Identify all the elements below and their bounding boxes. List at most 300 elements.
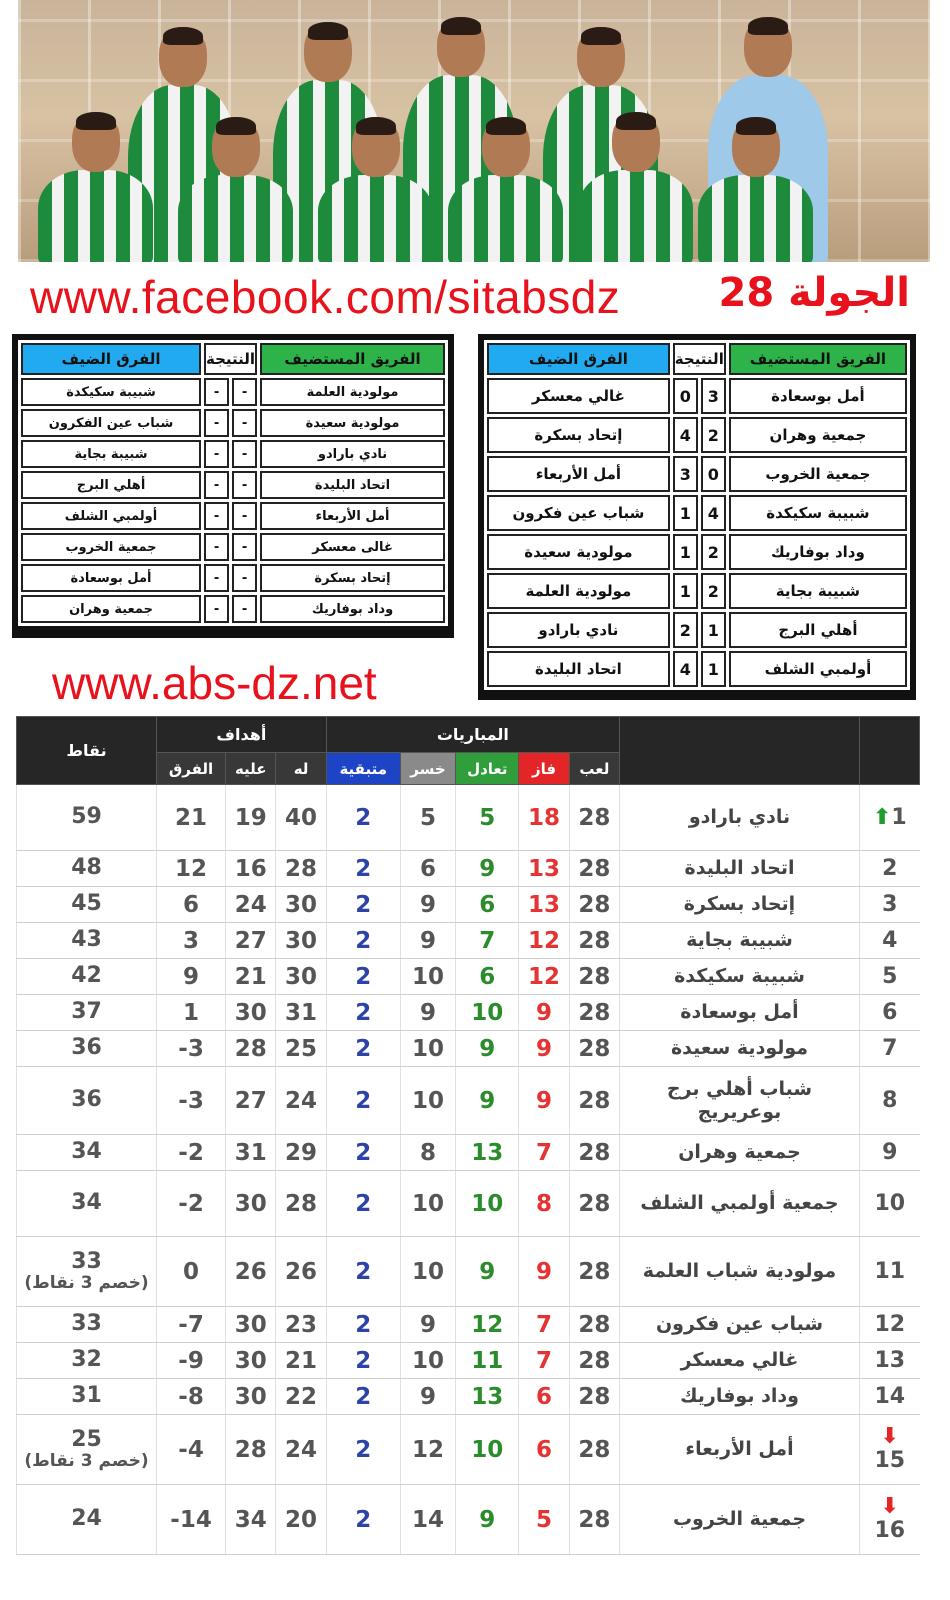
goals-against-cell: 19 — [226, 785, 276, 851]
played-cell: 28 — [569, 1031, 619, 1067]
draw-cell: 10 — [456, 995, 519, 1031]
goals-for-cell: 40 — [276, 785, 326, 851]
standings-row — [17, 1343, 920, 1379]
goals-against-cell: 31 — [226, 1135, 276, 1171]
draw-cell: 9 — [456, 1067, 519, 1135]
lost-cell: 10 — [400, 1237, 455, 1307]
goal-diff-cell: 1 — [157, 995, 226, 1031]
home-score: 2 — [701, 573, 726, 609]
goals-against-cell: 28 — [226, 1031, 276, 1067]
away-team: جمعية وهران — [21, 595, 201, 623]
home-score: - — [232, 409, 257, 437]
standings-row — [17, 1237, 920, 1307]
down-arrow-icon: ⬇ — [880, 1494, 899, 1519]
goals-for-cell: 21 — [276, 1343, 326, 1379]
points-value: 48 — [71, 855, 102, 881]
points-deduction-note: (خصم 3 نقاط) — [24, 1273, 149, 1294]
team-name: وداد بوفاريك — [620, 1379, 860, 1415]
rank-number: 14 — [874, 1384, 906, 1409]
fixture-row — [21, 595, 445, 623]
fixture-row — [487, 612, 907, 648]
standings-row — [17, 959, 920, 995]
points-cell — [17, 1343, 157, 1379]
team-name: شباب أهلي برج بوعريريج — [620, 1067, 860, 1135]
away-team: مولودية العلمة — [487, 573, 670, 609]
away-team: شباب عين فكرون — [487, 495, 670, 531]
points-cell — [17, 1171, 157, 1237]
lost-cell: 10 — [400, 1031, 455, 1067]
lost-header: خسر — [400, 753, 455, 785]
points-cell — [17, 1379, 157, 1415]
home-team: غالى معسكر — [260, 533, 445, 561]
goal-diff-header: الفرق — [157, 753, 226, 785]
home-team: شبيبة سكيكدة — [729, 495, 907, 531]
standings-row — [17, 1415, 920, 1485]
team-name: جمعية أولمبي الشلف — [620, 1171, 860, 1237]
goals-for-cell: 25 — [276, 1031, 326, 1067]
away-team: شبيبة سكيكدة — [21, 378, 201, 406]
rank-number: 1 — [891, 805, 907, 830]
away-team: أمل بوسعادة — [21, 564, 201, 592]
remaining-cell: 2 — [326, 887, 400, 923]
away-score: 1 — [673, 495, 698, 531]
rank-cell — [860, 1343, 920, 1379]
rank-cell — [860, 1067, 920, 1135]
won-cell: 12 — [519, 923, 569, 959]
away-score: 4 — [673, 417, 698, 453]
goals-against-cell: 30 — [226, 1307, 276, 1343]
fixture-row — [487, 417, 907, 453]
goal-diff-cell: 9- — [157, 1343, 226, 1379]
rank-cell — [860, 1485, 920, 1555]
goals-for-cell: 24 — [276, 1415, 326, 1485]
won-cell: 7 — [519, 1135, 569, 1171]
home-score: 0 — [701, 456, 726, 492]
points-header: نقاط — [17, 717, 157, 785]
goals-against-cell: 27 — [226, 923, 276, 959]
team-name: شبيبة بجاية — [620, 923, 860, 959]
team-photo — [18, 0, 930, 262]
standings-row — [17, 1067, 920, 1135]
remaining-cell: 2 — [326, 1343, 400, 1379]
upcoming-fixtures-panel — [12, 334, 454, 638]
away-score: 1 — [673, 534, 698, 570]
rank-number: 7 — [882, 1036, 898, 1061]
played-cell: 28 — [569, 923, 619, 959]
away-team: شباب عين الفكرون — [21, 409, 201, 437]
goal-diff-cell: 14- — [157, 1485, 226, 1555]
goals-group-header: أهداف — [157, 717, 327, 753]
rank-number: 11 — [874, 1259, 906, 1284]
fixture-row — [21, 533, 445, 561]
away-team: أمل الأربعاء — [487, 456, 670, 492]
remaining-header: متبقية — [326, 753, 400, 785]
result-header: النتيجة — [673, 343, 726, 375]
rank-number: 8 — [882, 1088, 898, 1113]
won-cell: 5 — [519, 1485, 569, 1555]
team-name: إتحاد بسكرة — [620, 887, 860, 923]
goal-diff-cell: 21 — [157, 785, 226, 851]
away-score: - — [204, 471, 229, 499]
rank-cell — [860, 1237, 920, 1307]
away-score: - — [204, 533, 229, 561]
home-team: أمل بوسعادة — [729, 378, 907, 414]
played-cell: 28 — [569, 1135, 619, 1171]
home-score: 1 — [701, 612, 726, 648]
remaining-cell: 2 — [326, 1031, 400, 1067]
goals-for-header: له — [276, 753, 326, 785]
home-team: مولودية العلمة — [260, 378, 445, 406]
draw-cell: 6 — [456, 887, 519, 923]
goal-diff-cell: 3 — [157, 923, 226, 959]
remaining-cell: 2 — [326, 851, 400, 887]
won-cell: 18 — [519, 785, 569, 851]
won-cell: 13 — [519, 851, 569, 887]
rank-number: 9 — [882, 1140, 898, 1165]
won-cell: 7 — [519, 1307, 569, 1343]
home-score: - — [232, 533, 257, 561]
away-score: - — [204, 409, 229, 437]
away-score: 4 — [673, 651, 698, 687]
goals-against-cell: 28 — [226, 1415, 276, 1485]
points-value: 34 — [71, 1190, 102, 1216]
home-team: جمعية الخروب — [729, 456, 907, 492]
home-score: 1 — [701, 651, 726, 687]
lost-cell: 9 — [400, 1379, 455, 1415]
facebook-url[interactable]: www.facebook.com/sitabsdz — [30, 271, 621, 323]
lost-cell: 14 — [400, 1485, 455, 1555]
fixture-row — [487, 495, 907, 531]
result-header: النتيجة — [204, 343, 257, 375]
draw-cell: 10 — [456, 1415, 519, 1485]
team-name: شبيبة سكيكدة — [620, 959, 860, 995]
home-score: - — [232, 440, 257, 468]
fixture-row — [487, 573, 907, 609]
points-cell — [17, 851, 157, 887]
rank-cell — [860, 1307, 920, 1343]
points-value: 25 — [71, 1427, 102, 1453]
played-cell: 28 — [569, 1379, 619, 1415]
points-cell — [17, 1307, 157, 1343]
standings-row — [17, 1135, 920, 1171]
standings-row — [17, 1379, 920, 1415]
goals-for-cell: 24 — [276, 1067, 326, 1135]
played-cell: 28 — [569, 1415, 619, 1485]
goals-for-cell: 28 — [276, 1171, 326, 1237]
goals-for-cell: 22 — [276, 1379, 326, 1415]
won-cell: 8 — [519, 1171, 569, 1237]
standings-row — [17, 1031, 920, 1067]
rank-number: 4 — [882, 928, 898, 953]
goals-for-cell: 30 — [276, 887, 326, 923]
down-arrow-icon: ⬇ — [880, 1424, 899, 1449]
goals-against-cell: 21 — [226, 959, 276, 995]
player-figure — [698, 175, 813, 262]
goals-against-cell: 16 — [226, 851, 276, 887]
goal-diff-cell: 3- — [157, 1031, 226, 1067]
away-score: - — [204, 440, 229, 468]
remaining-cell: 2 — [326, 785, 400, 851]
fixture-row — [487, 456, 907, 492]
draw-cell: 13 — [456, 1135, 519, 1171]
points-cell — [17, 1237, 157, 1307]
goals-against-cell: 30 — [226, 1379, 276, 1415]
goals-against-cell: 26 — [226, 1237, 276, 1307]
home-score: 2 — [701, 534, 726, 570]
home-team: شبيبة بجاية — [729, 573, 907, 609]
played-header: لعب — [569, 753, 619, 785]
rank-number: 6 — [882, 1000, 898, 1025]
player-figure — [178, 175, 293, 262]
round-label: الجولة 28 — [718, 270, 910, 316]
points-value: 36 — [71, 1087, 102, 1113]
home-team-header: الفريق المستضيف — [260, 343, 445, 375]
goal-diff-cell: 2- — [157, 1135, 226, 1171]
goals-against-cell: 24 — [226, 887, 276, 923]
goals-against-cell: 30 — [226, 995, 276, 1031]
home-team: أولمبي الشلف — [729, 651, 907, 687]
away-team: شبيبة بجاية — [21, 440, 201, 468]
points-value: 36 — [71, 1035, 102, 1061]
matches-group-header: المباريات — [326, 717, 619, 753]
remaining-cell: 2 — [326, 1415, 400, 1485]
goals-for-cell: 30 — [276, 959, 326, 995]
fixture-row — [21, 502, 445, 530]
lost-cell: 9 — [400, 887, 455, 923]
rank-cell — [860, 923, 920, 959]
standings-row — [17, 995, 920, 1031]
points-value: 34 — [71, 1139, 102, 1165]
points-value: 24 — [71, 1506, 102, 1532]
away-team: جمعية الخروب — [21, 533, 201, 561]
remaining-cell: 2 — [326, 1307, 400, 1343]
away-score: - — [204, 378, 229, 406]
draw-cell: 9 — [456, 1031, 519, 1067]
goal-diff-cell: 12 — [157, 851, 226, 887]
goal-diff-cell: 3- — [157, 1067, 226, 1135]
away-team: أهلي البرج — [21, 471, 201, 499]
points-cell — [17, 887, 157, 923]
rank-cell — [860, 851, 920, 887]
played-cell: 28 — [569, 785, 619, 851]
draw-cell: 9 — [456, 1237, 519, 1307]
standings-row — [17, 851, 920, 887]
player-figure — [38, 170, 153, 262]
draw-cell: 7 — [456, 923, 519, 959]
won-cell: 12 — [519, 959, 569, 995]
goals-against-cell: 30 — [226, 1343, 276, 1379]
goals-against-header: عليه — [226, 753, 276, 785]
draw-cell: 13 — [456, 1379, 519, 1415]
remaining-cell: 2 — [326, 1237, 400, 1307]
goal-diff-cell: 4- — [157, 1415, 226, 1485]
draw-cell: 6 — [456, 959, 519, 995]
site-url[interactable]: www.abs-dz.net — [52, 657, 377, 709]
home-team: أمل الأربعاء — [260, 502, 445, 530]
draw-cell: 12 — [456, 1307, 519, 1343]
goal-diff-cell: 7- — [157, 1307, 226, 1343]
away-team: مولودية سعيدة — [487, 534, 670, 570]
home-score: 3 — [701, 378, 726, 414]
rank-cell — [860, 959, 920, 995]
home-team-header: الفريق المستضيف — [729, 343, 907, 375]
away-score: 0 — [673, 378, 698, 414]
remaining-cell: 2 — [326, 959, 400, 995]
fixture-row — [21, 564, 445, 592]
lost-cell: 12 — [400, 1415, 455, 1485]
played-cell: 28 — [569, 1171, 619, 1237]
goals-for-cell: 20 — [276, 1485, 326, 1555]
goals-against-cell: 30 — [226, 1171, 276, 1237]
remaining-cell: 2 — [326, 923, 400, 959]
away-team: نادي بارادو — [487, 612, 670, 648]
standings-row — [17, 1171, 920, 1237]
player-figure — [318, 175, 433, 262]
draw-cell: 9 — [456, 1485, 519, 1555]
remaining-cell: 2 — [326, 1379, 400, 1415]
standings-table — [16, 716, 920, 1555]
fixture-row — [21, 378, 445, 406]
away-team: أولمبي الشلف — [21, 502, 201, 530]
home-team: نادي بارادو — [260, 440, 445, 468]
played-cell: 28 — [569, 1067, 619, 1135]
rank-number: 5 — [882, 964, 898, 989]
played-cell: 28 — [569, 959, 619, 995]
goal-diff-cell: 6 — [157, 887, 226, 923]
fixture-row — [487, 378, 907, 414]
played-cell: 28 — [569, 851, 619, 887]
rank-number: 15 — [874, 1448, 906, 1473]
points-cell — [17, 923, 157, 959]
team-name: جمعية وهران — [620, 1135, 860, 1171]
played-fixtures-panel — [478, 334, 916, 700]
rank-number: 16 — [874, 1518, 906, 1543]
points-cell — [17, 959, 157, 995]
points-cell — [17, 1031, 157, 1067]
played-cell: 28 — [569, 1307, 619, 1343]
points-cell — [17, 1485, 157, 1555]
rank-number: 13 — [874, 1348, 906, 1373]
standings-row — [17, 1307, 920, 1343]
rank-cell — [860, 995, 920, 1031]
home-team: اتحاد البليدة — [260, 471, 445, 499]
rank-number: 2 — [882, 856, 898, 881]
won-cell: 6 — [519, 1415, 569, 1485]
team-name: أمل بوسعادة — [620, 995, 860, 1031]
team-name: شباب عين فكرون — [620, 1307, 860, 1343]
draw-cell: 5 — [456, 785, 519, 851]
team-name: جمعية الخروب — [620, 1485, 860, 1555]
points-value: 43 — [71, 927, 102, 953]
fixture-row — [487, 534, 907, 570]
points-cell — [17, 1067, 157, 1135]
rank-cell — [860, 1379, 920, 1415]
lost-cell: 10 — [400, 959, 455, 995]
rank-cell — [860, 887, 920, 923]
remaining-cell: 2 — [326, 1171, 400, 1237]
lost-cell: 8 — [400, 1135, 455, 1171]
away-score: - — [204, 564, 229, 592]
goals-for-cell: 23 — [276, 1307, 326, 1343]
rank-cell — [860, 1031, 920, 1067]
won-cell: 9 — [519, 1237, 569, 1307]
fixture-row — [21, 409, 445, 437]
goals-for-cell: 26 — [276, 1237, 326, 1307]
team-name: اتحاد البليدة — [620, 851, 860, 887]
standings-row — [17, 1485, 920, 1555]
home-team: جمعية وهران — [729, 417, 907, 453]
played-cell: 28 — [569, 995, 619, 1031]
lost-cell: 6 — [400, 851, 455, 887]
points-deduction-note: (خصم 3 نقاط) — [24, 1451, 149, 1472]
standings-row — [17, 785, 920, 851]
goals-for-cell: 28 — [276, 851, 326, 887]
lost-cell: 10 — [400, 1343, 455, 1379]
points-value: 59 — [71, 804, 102, 830]
played-cell: 28 — [569, 887, 619, 923]
lost-cell: 10 — [400, 1067, 455, 1135]
home-team: مولودية سعيدة — [260, 409, 445, 437]
goal-diff-cell: 0 — [157, 1237, 226, 1307]
played-fixtures-table — [484, 340, 910, 690]
goal-diff-cell: 8- — [157, 1379, 226, 1415]
goals-for-cell: 31 — [276, 995, 326, 1031]
played-cell: 28 — [569, 1237, 619, 1307]
home-score: 4 — [701, 495, 726, 531]
goal-diff-cell: 2- — [157, 1171, 226, 1237]
away-team-header: الفرق الضيف — [21, 343, 201, 375]
team-name: نادي بارادو — [620, 785, 860, 851]
draw-cell: 9 — [456, 851, 519, 887]
rank-cell — [860, 1135, 920, 1171]
rank-number: 10 — [874, 1191, 906, 1216]
won-header: فاز — [519, 753, 569, 785]
lost-cell: 9 — [400, 923, 455, 959]
points-value: 33 — [71, 1311, 102, 1337]
home-score: - — [232, 471, 257, 499]
points-value: 31 — [71, 1383, 102, 1409]
points-cell — [17, 1415, 157, 1485]
player-figure — [578, 170, 693, 262]
away-team: اتحاد البليدة — [487, 651, 670, 687]
lost-cell: 5 — [400, 785, 455, 851]
points-value: 37 — [71, 999, 102, 1025]
standings-row — [17, 887, 920, 923]
fixture-row — [21, 471, 445, 499]
won-cell: 13 — [519, 887, 569, 923]
points-value: 45 — [71, 891, 102, 917]
won-cell: 9 — [519, 995, 569, 1031]
played-cell: 28 — [569, 1343, 619, 1379]
draw-cell: 11 — [456, 1343, 519, 1379]
won-cell: 9 — [519, 1031, 569, 1067]
lost-cell: 9 — [400, 1307, 455, 1343]
team-name: غالي معسكر — [620, 1343, 860, 1379]
home-team: أهلي البرج — [729, 612, 907, 648]
away-team: إتحاد بسكرة — [487, 417, 670, 453]
lost-cell: 10 — [400, 1171, 455, 1237]
won-cell: 6 — [519, 1379, 569, 1415]
team-name: أمل الأربعاء — [620, 1415, 860, 1485]
home-score: - — [232, 378, 257, 406]
home-team: إتحاد بسكرة — [260, 564, 445, 592]
away-score: 1 — [673, 573, 698, 609]
home-score: 2 — [701, 417, 726, 453]
away-score: 3 — [673, 456, 698, 492]
up-arrow-icon: ⬆ — [872, 805, 892, 830]
rank-cell — [860, 785, 920, 851]
goals-against-cell: 34 — [226, 1485, 276, 1555]
